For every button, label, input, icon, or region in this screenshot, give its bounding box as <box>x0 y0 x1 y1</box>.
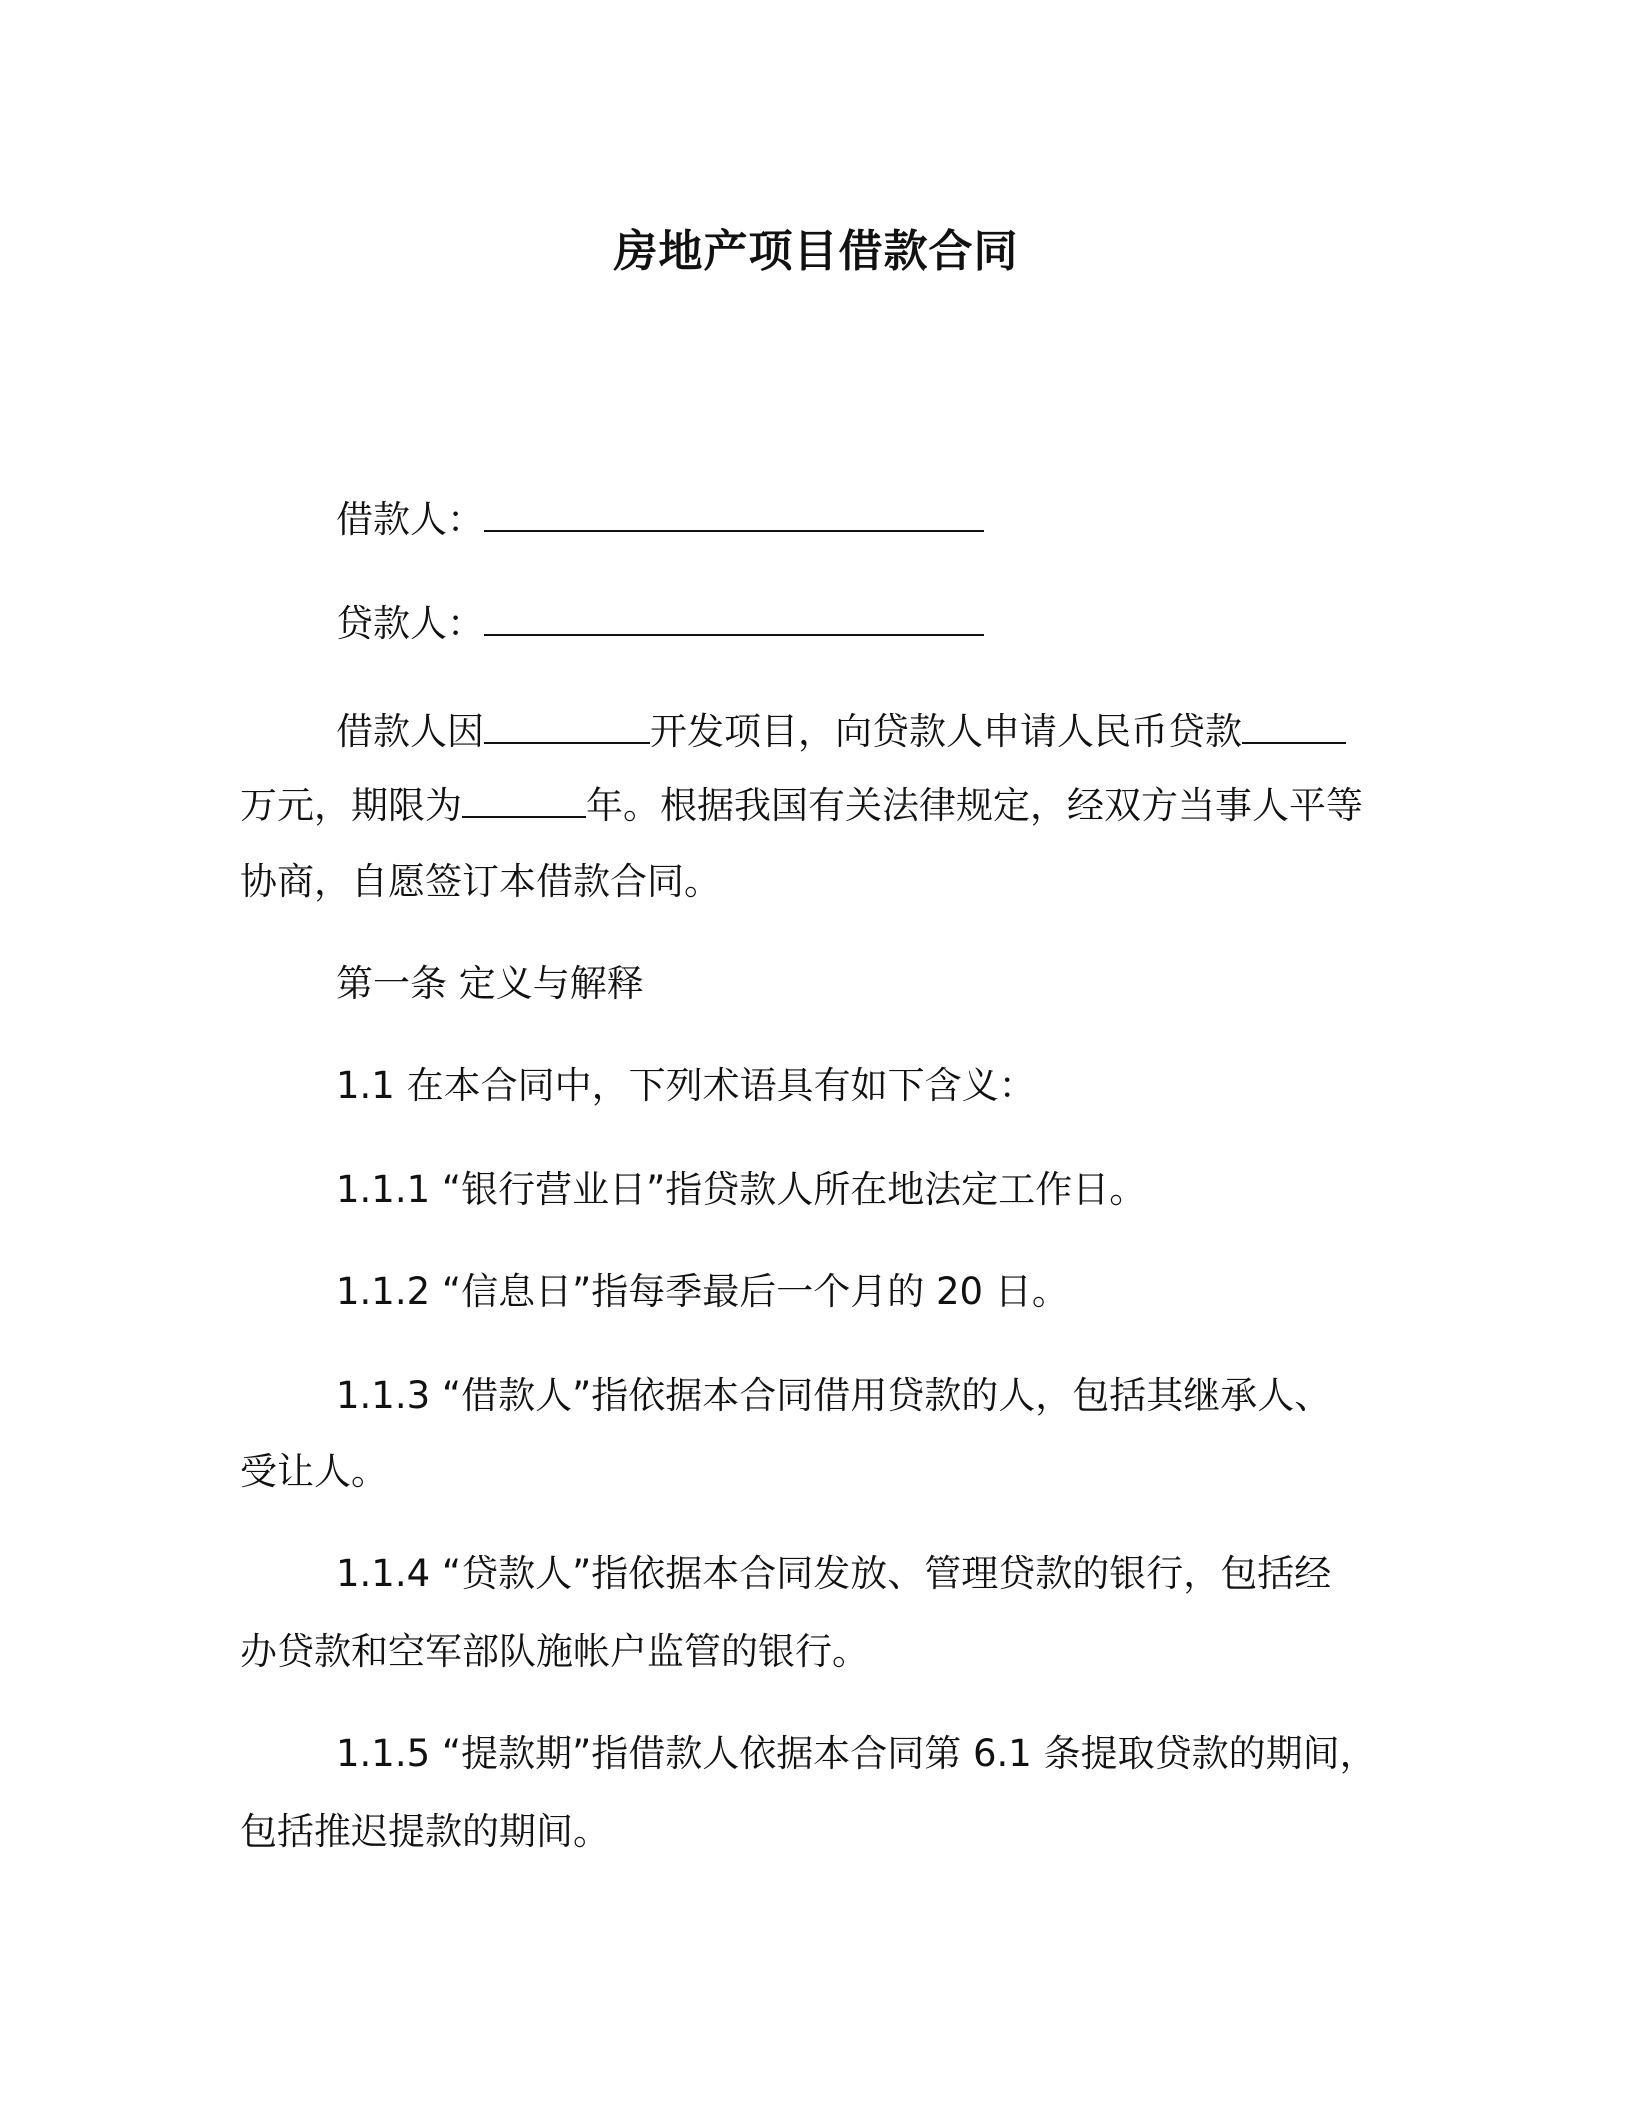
clause-1-1-3-line-1: 1.1.3 “借款人”指依据本合同借用贷款的人，包括其继承人、 <box>336 1374 1332 1417</box>
loan-term-blank[interactable] <box>462 782 586 818</box>
clause-1-1-3-line-2: 受让人。 <box>240 1450 388 1493</box>
article-1-heading: 第一条 定义与解释 <box>336 962 644 1005</box>
clause-1-1: 1.1 在本合同中，下列术语具有如下含义： <box>336 1064 1036 1107</box>
lender-blank[interactable] <box>484 600 984 636</box>
preamble-line-1 <box>240 706 1486 758</box>
document-title: 房地产项目借款合同 <box>613 226 1019 277</box>
preamble-text-2: 开发项目，向贷款人申请人民币贷款 <box>650 710 1242 753</box>
clause-1-1-2: 1.1.2 “信息日”指每季最后一个月的 20 日。 <box>336 1270 1069 1313</box>
loan-amount-blank[interactable] <box>1242 708 1346 744</box>
borrower-label: 借款人： <box>336 498 484 541</box>
borrower-line <box>240 494 1486 546</box>
project-name-blank[interactable] <box>484 708 650 744</box>
clause-1-1-5-line-1: 1.1.5 “提款期”指借款人依据本合同第 6.1 条提取贷款的期间， <box>336 1732 1377 1775</box>
lender-label: 贷款人： <box>336 602 484 645</box>
preamble-line-2 <box>240 780 1390 832</box>
clause-1-1-4-line-1: 1.1.4 “贷款人”指依据本合同发放、管理贷款的银行，包括经 <box>336 1552 1332 1595</box>
borrower-blank[interactable] <box>484 496 984 532</box>
clause-1-1-5-line-2: 包括推迟提款的期间。 <box>240 1810 610 1853</box>
preamble-text-1: 借款人因 <box>336 710 484 753</box>
lender-line <box>240 598 1486 650</box>
clause-1-1-4-line-2: 办贷款和空军部队施帐户监管的银行。 <box>240 1630 869 1673</box>
preamble-line-3 <box>240 856 1390 908</box>
clause-1-1-1: 1.1.1 “银行营业日”指贷款人所在地法定工作日。 <box>336 1168 1147 1211</box>
preamble-text-4: 年。根据我国有关法律规定，经双方当事人平等 <box>586 784 1363 827</box>
preamble-text-3: 万元，期限为 <box>240 784 462 827</box>
preamble-text-5: 协商，自愿签订本借款合同。 <box>240 860 721 903</box>
